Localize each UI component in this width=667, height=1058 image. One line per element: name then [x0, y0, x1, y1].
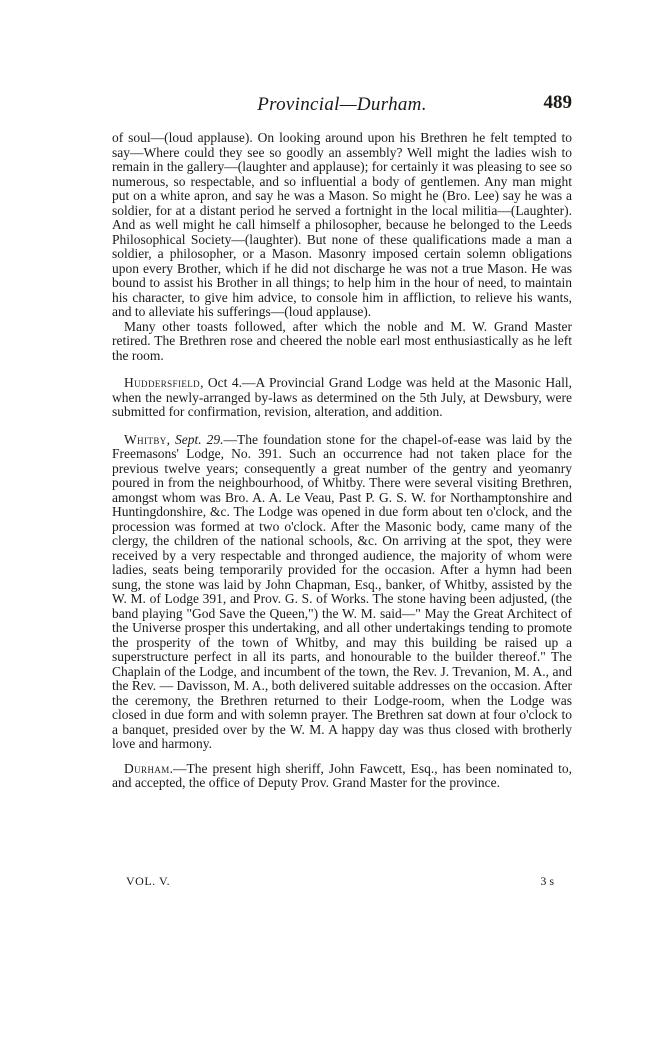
signature-mark: 3 s [540, 874, 554, 888]
text-whitby: —The foundation stone for the chapel-of-ease was laid by the Freemasons' Lodge, No. 391. Such an occurrence had not taken place for the previous twelve years; consequently a great number of the gentry and yeomanry poured in from the neighbourhood, of Whitby. There were several visiting Brethren, amongst whom was Bro. A. A. Le Veau, Past P. G. S. W. for Northamptonshire and Huntingdonshire, &c. The Lodge was opened in due form about ten o'clock, and the procession was formed at two o'clock. After the Masonic body, came many of the clergy, the children of the national schools, &c. On arriving at the spot, they were received by a very respectable and thronged audience, the majority of whom were ladies, seats being temporarily provided for the occasion. After a hymn had been sung, the stone was laid by John Chapman, Esq., banker, of Whitby, assisted by the W. M. of Lodge 391, and Prov. G. S. of Works. The stone having been adjusted, (the band playing "God Save the Queen,") the W. M. said—" May the Great Architect of the Universe prosper this undertaking, and all other undertakings tending to promote the prosperity of the town of Whitby, and may this building be raised up a superstructure perfect in all its parts, and honourable to the builder thereof." The Chaplain of the Lodge, and incumbent of the town, the Rev. J. Trevanion, M. A., and the Rev. — Davisson, M. A., both delivered suitable addresses on the occasion. After the ceremony, the Brethren returned to their Lodge-room, when the Lodge was closed in due form and with solemn prayer. The Brethren sat down at four o'clock to a banquet, presided over by the W. M. A happy day was thus closed with brotherly love and harmony. [112, 431, 572, 751]
paragraph-lee-speech: of soul—(loud applause). On looking around upon his Brethren he felt tempted to say—Where could they see so goodly an assembly? Well might the ladies wish to remain in the gallery—(laughter and applause); for certainly it was pleasing to see so numerous, so respectable, and so influential a body of gentlemen. Any man might put on a white apron, and say he was a Mason. So might he (Bro. Lee) say he was a soldier, for at a distant period he served a fortnight in the local militia—(Laughter). And as well might he call himself a philosopher, because he belonged to the Leeds Philosophical Society—(laughter). But none of these qualifications made a man a soldier, a philosopher, or a Mason. Masonry imposed certain solemn obligations upon every Brother, which if he did not discharge he was not a true Mason. He was bound to assist his Brother in all things; to help him in the hour of need, to maintain his character, to give him advice, to console him in affliction, to relieve his wants, and to alleviate his sufferings—(loud applause). [112, 130, 572, 319]
placename-durham: Durham [124, 760, 170, 776]
paragraph-huddersfield [112, 376, 572, 420]
date-huddersfield: , Oct 4. [200, 375, 242, 390]
paragraph-whitby [112, 433, 572, 752]
placename-huddersfield: Huddersfield [124, 375, 201, 390]
placename-whitby: Whitby [124, 431, 167, 447]
volume-label: VOL. V. [126, 874, 171, 888]
paragraph-durham [112, 762, 572, 791]
running-head [112, 90, 572, 120]
text-huddersfield: —A Provincial Grand Lodge was held at the Masonic Hall, when the newly-arranged by-laws as determined on the 5th July, at Dewsbury, were submitted for confirmation, revision, alteration, and addition. [112, 375, 572, 419]
page-number: 489 [543, 92, 572, 113]
body-text [112, 131, 572, 791]
paragraph-toasts: Many other toasts followed, after which the noble and M. W. Grand Master retired. The Brethren rose and cheered the noble earl most enthusiastically as he left the room. [112, 318, 572, 363]
page-footer [112, 874, 572, 890]
date-whitby: , Sept. 29. [166, 431, 224, 447]
running-title: Provincial—Durham. [257, 94, 427, 115]
text-durham: .—The present high sheriff, John Fawcett, Esq., has been nominated to, and accepted, the office of Deputy Prov. Grand Master for the province. [112, 760, 572, 790]
